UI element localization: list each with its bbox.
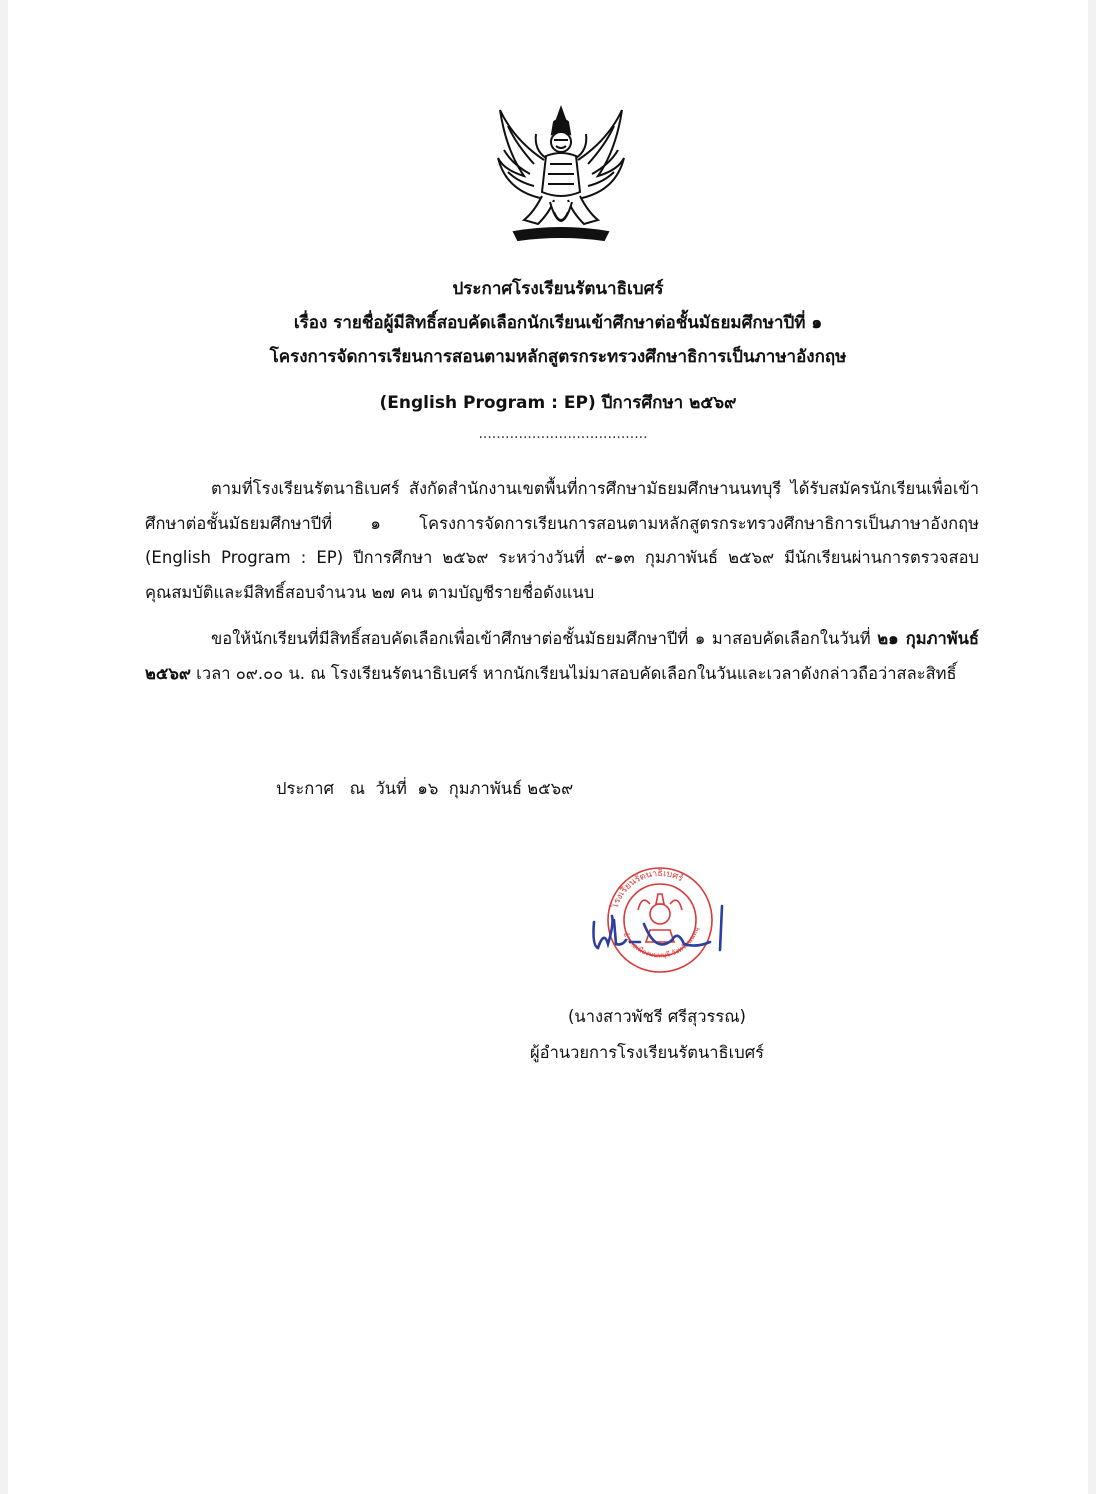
announcement-subject: เรื่อง รายชื่อผู้มีสิทธิ์สอบคัดเลือกนักเรียนเข้าศึกษาต่อชั้นมัธยมศึกษาปีที่ ๑ xyxy=(293,313,823,333)
announcement-academic-year: (English Program : EP) ปีการศึกษา ๒๕๖๙ xyxy=(379,393,737,413)
announcement-date: ประกาศ ณ วันที่ ๑๖ กุมภาพันธ์ ๒๕๖๙ xyxy=(276,779,574,798)
signatory-name: (นางสาวพัชรี ศรีสุวรรณ) xyxy=(568,1007,746,1026)
document-page xyxy=(8,0,1088,1494)
exam-date: ๒๑ กุมภาพันธ์ ๒๕๖๙ xyxy=(145,629,979,683)
school-seal-icon xyxy=(586,864,734,976)
seal-text-bottom: อำเภอเมืองนนทบุรี จังหวัดนนทบุ xyxy=(621,926,701,960)
paragraph-2-end: เวลา ๐๙.๐๐ น. ณ โรงเรียนรัตนาธิเบศร์ หากนักเรียนไม่มาสอบคัดเลือกในวันและเวลาดังกล่าวถือว่าสละสิทธิ์ xyxy=(190,663,957,683)
seal-text-top: โรงเรียนรัตนาธิเบศร์ xyxy=(610,868,685,910)
announcement-program: โครงการจัดการเรียนการสอนตามหลักสูตรกระทรวงศึกษาธิการเป็นภาษาอังกฤษ xyxy=(269,347,847,367)
paragraph-2-start: ขอให้นักเรียนที่มีสิทธิ์สอบคัดเลือกเพื่อเข้าศึกษาต่อชั้นมัธยมศึกษาปีที่ ๑ มาสอบคัดเลือกในวันที่ xyxy=(211,629,878,648)
body-paragraph-2 xyxy=(145,622,979,691)
announcement-title: ประกาศโรงเรียนรัตนาธิเบศร์ xyxy=(452,279,664,299)
signatory-title: ผู้อำนวยการโรงเรียนรัตนาธิเบศร์ xyxy=(530,1043,765,1062)
garuda-emblem-icon xyxy=(494,100,628,246)
dotted-divider: ...................................... xyxy=(478,426,648,442)
body-paragraph-1: ตามที่โรงเรียนรัตนาธิเบศร์ สังกัดสำนักงานเขตพื้นที่การศึกษามัธยมศึกษานนทบุรี ได้รับสมัครนักเรียนเพื่อเข้าศึกษาต่อชั้นมัธยมศึกษาปีที่ ๑ โครงการจัดการเรียนการสอนตามหลักสูตรกระทรวงศึกษาธิการเป็นภาษาอังกฤษ (English Program : EP) ปีการศึกษา ๒๕๖๙ ระหว่างวันที่ ๙-๑๓ กุมภาพันธ์ ๒๕๖๙ มีนักเรียนผ่านการตรวจสอบคุณสมบัติและมีสิทธิ์สอบจำนวน ๒๗ คน ตามบัญชีรายชื่อดังแนบ xyxy=(145,479,979,602)
svg-text:โรงเรียนรัตนาธิเบศร์ xyxy=(610,868,686,910)
